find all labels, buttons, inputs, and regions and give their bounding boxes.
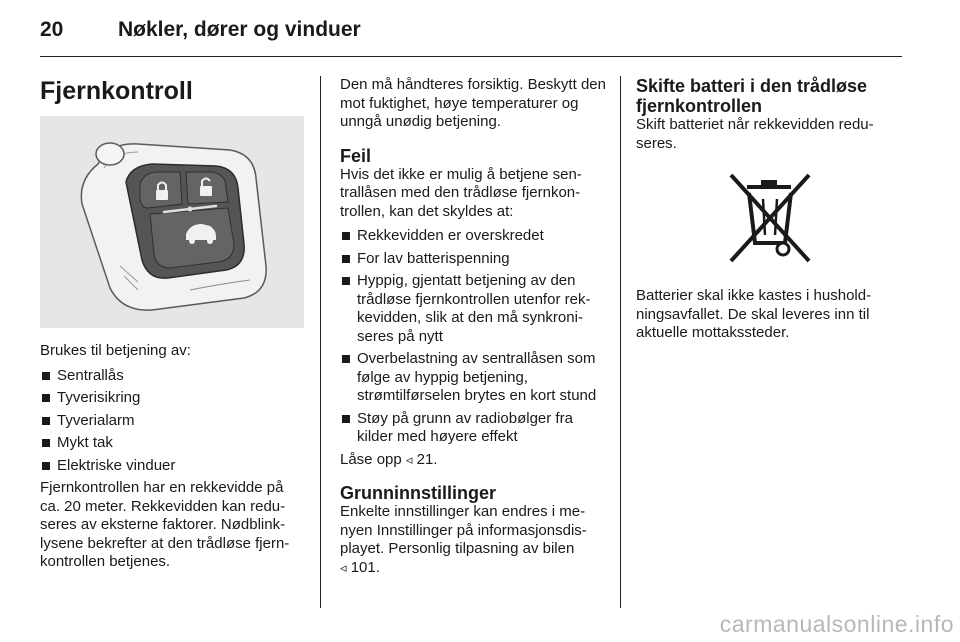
crossed-out-bin-icon	[717, 165, 821, 269]
list-item: Tyverisikring	[40, 389, 304, 408]
column-divider	[620, 76, 621, 608]
unlock-ref-page: 21.	[416, 450, 438, 468]
column-2	[340, 76, 606, 577]
unlock-reference[interactable]	[340, 451, 606, 470]
list-item: Overbelastning av sentrallåsen som følge av hyppig betjening, strømtilførselen brytes en kort stund	[340, 350, 606, 406]
fault-section	[340, 146, 606, 470]
watermark-text: carmanualsonline.info	[719, 611, 954, 637]
cause-list	[340, 227, 606, 447]
column-1	[40, 76, 304, 572]
function-list	[40, 367, 304, 476]
range-paragraph: Fjernkontrollen har en rekkevidde på ca. 20 meter. Rekkevidden kan redu-seres av eksterne faktorer. Nødblink-lysene bekrefter at den trådløse fjern-kontrollen betjenes.	[40, 479, 290, 570]
care-paragraph: Den må håndteres forsiktig. Beskytt den mot fuktighet, høye temperaturer og unngå unødig betjening.	[340, 76, 606, 130]
battery-intro: Skift batteriet når rekkevidden redu-seres.	[636, 116, 874, 152]
page-header	[40, 18, 902, 57]
disposal-paragraph: Batterier skal ikke kastes i hushold-ningsavfallet. De skal leveres inn til aktuelle mottakssteder.	[636, 287, 872, 341]
list-item: Hyppig, gjentatt betjening av den trådløse fjernkontrollen utenfor rek-kevidden, slik at den må synkroni-seres på nytt	[340, 272, 606, 346]
basic-ref-page: 101.	[350, 558, 380, 576]
list-item: Elektriske vinduer	[40, 457, 304, 476]
section-title-remote: Fjernkontroll	[40, 77, 193, 105]
section-title-basic-settings: Grunninnstillinger	[340, 483, 496, 503]
section-title-fault: Feil	[340, 145, 372, 166]
list-item: Tyverialarm	[40, 412, 304, 431]
basic-settings-reference[interactable]	[340, 559, 606, 578]
page-number: 20	[40, 18, 64, 41]
unlock-ref-text: Låse opp	[340, 450, 402, 468]
list-item: Rekkevidden er overskredet	[340, 227, 606, 246]
arrow-triangle-icon: ◃	[340, 559, 347, 575]
intro-text: Brukes til betjening av:	[40, 342, 191, 359]
basic-settings-text: Enkelte innstillinger kan endres i me-nyen Innstillinger på informasjonsdis-playet. Personlig tilpasning av bilen	[340, 503, 587, 557]
remote-key-illustration	[40, 116, 304, 328]
list-item: Mykt tak	[40, 434, 304, 453]
list-item: Sentrallås	[40, 367, 304, 386]
basic-settings-section	[340, 483, 606, 577]
column-3	[636, 76, 902, 343]
column-divider	[320, 76, 321, 608]
chapter-title: Nøkler, dører og vinduer	[118, 18, 361, 41]
list-item: Støy på grunn av radiobølger fra kilder med høyere effekt	[340, 410, 606, 447]
section-title-battery: Skifte batteri i den trådløse fjernkontrollen	[636, 76, 868, 116]
arrow-triangle-icon: ◃	[405, 451, 413, 467]
list-item: For lav batterispenning	[340, 250, 606, 269]
fault-intro: Hvis det ikke er mulig å betjene sen-trallåsen med den trådløse fjernkon-trollen, kan det skyldes at:	[340, 165, 582, 220]
